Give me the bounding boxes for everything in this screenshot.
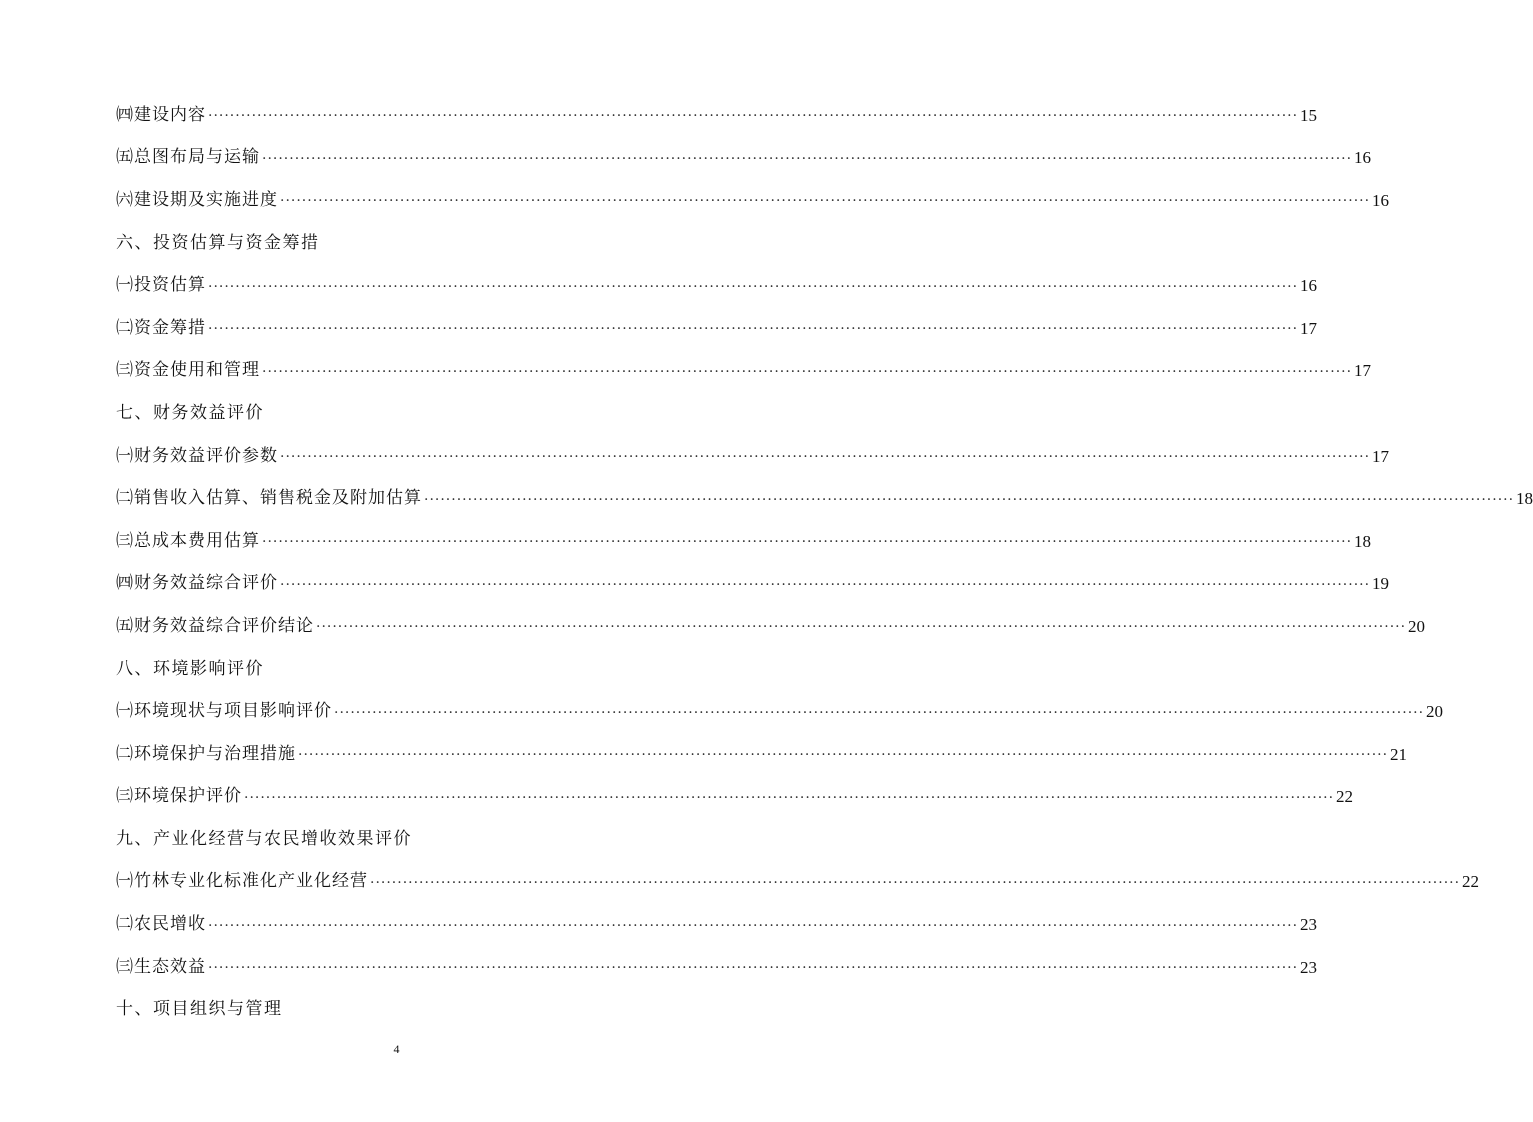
- toc-dot-leader: ········································································································································································································: [208, 960, 1299, 977]
- table-of-contents: [116, 94, 1533, 1031]
- toc-entry-page: 19: [1372, 574, 1390, 594]
- toc-entry[interactable]: [116, 307, 1318, 350]
- toc-entry-title: ㈡环境保护与治理措施: [116, 743, 296, 764]
- toc-entry-title: ㈢总成本费用估算: [116, 530, 260, 551]
- toc-entry-page: 18: [1516, 489, 1533, 509]
- toc-entry[interactable]: [116, 861, 1480, 904]
- toc-dot-leader: ········································································································································································································: [208, 917, 1299, 934]
- toc-dot-leader: ········································································································································································································: [298, 747, 1389, 764]
- toc-section-heading[interactable]: [116, 222, 658, 265]
- toc-entry[interactable]: [116, 563, 1390, 606]
- toc-entry-title: ㈤总图布局与运输: [116, 147, 260, 168]
- toc-entry-page: 16: [1300, 276, 1318, 296]
- toc-entry-title: ㈣建设内容: [116, 104, 206, 125]
- toc-entry-title: 六、投资估算与资金筹措: [116, 232, 320, 253]
- toc-dot-leader: ········································································································································································································: [370, 874, 1461, 891]
- toc-entry-page: 16: [1354, 148, 1372, 168]
- toc-section-heading[interactable]: [116, 392, 658, 435]
- toc-entry-title: ㈠竹林专业化标准化产业化经营: [116, 871, 368, 892]
- page-number: 4: [393, 1042, 400, 1056]
- toc-entry-title: 七、财务效益评价: [116, 402, 264, 423]
- toc-dot-leader: ········································································································································································································: [208, 321, 1299, 338]
- toc-entry[interactable]: [116, 776, 1354, 819]
- toc-entry-title: ㈢环境保护评价: [116, 786, 242, 807]
- toc-entry-page: 23: [1300, 957, 1318, 977]
- toc-entry[interactable]: [116, 435, 1390, 478]
- toc-dot-leader: ········································································································································································································: [280, 193, 1371, 210]
- toc-entry[interactable]: [116, 350, 1372, 393]
- toc-entry-page: 21: [1390, 744, 1408, 764]
- toc-entry-page: 20: [1408, 616, 1426, 636]
- toc-entry-page: 17: [1372, 446, 1390, 466]
- toc-entry-page: 16: [1372, 190, 1390, 210]
- toc-entry-title: ㈥建设期及实施进度: [116, 189, 278, 210]
- toc-dot-leader: ········································································································································································································: [424, 491, 1515, 508]
- toc-entry-page: 17: [1300, 318, 1318, 338]
- toc-entry-title: ㈢资金使用和管理: [116, 360, 260, 381]
- toc-dot-leader: ········································································································································································································: [316, 619, 1407, 636]
- toc-dot-leader: ········································································································································································································: [208, 108, 1299, 125]
- toc-entry[interactable]: [116, 94, 1318, 137]
- toc-entry-title: ㈠财务效益评价参数: [116, 445, 278, 466]
- toc-entry[interactable]: [116, 605, 1426, 648]
- toc-entry[interactable]: [116, 264, 1318, 307]
- toc-entry[interactable]: [116, 179, 1390, 222]
- toc-entry-page: 15: [1300, 105, 1318, 125]
- toc-entry-title: ㈢生态效益: [116, 956, 206, 977]
- toc-entry-page: 22: [1336, 787, 1354, 807]
- toc-entry-title: 八、环境影响评价: [116, 658, 264, 679]
- toc-entry-title: ㈡农民增收: [116, 914, 206, 935]
- toc-entry[interactable]: [116, 946, 1318, 989]
- toc-entry-page: 22: [1462, 872, 1480, 892]
- toc-entry-title: ㈡销售收入估算、销售税金及附加估算: [116, 488, 422, 509]
- toc-entry-title: ㈡资金筹措: [116, 317, 206, 338]
- toc-entry[interactable]: [116, 137, 1372, 180]
- toc-entry[interactable]: [116, 477, 1533, 520]
- toc-entry-title: ㈤财务效益综合评价结论: [116, 615, 314, 636]
- toc-entry[interactable]: [116, 520, 1372, 563]
- toc-entry[interactable]: [116, 903, 1318, 946]
- toc-entry-page: 20: [1426, 702, 1444, 722]
- toc-section-heading[interactable]: [116, 818, 658, 861]
- toc-entry-page: 17: [1354, 361, 1372, 381]
- toc-entry-title: ㈠环境现状与项目影响评价: [116, 701, 332, 722]
- toc-entry-title: 九、产业化经营与农民增收效果评价: [116, 828, 412, 849]
- toc-dot-leader: ········································································································································································································: [244, 789, 1335, 806]
- toc-entry[interactable]: [116, 690, 1444, 733]
- toc-entry-page: 23: [1300, 915, 1318, 935]
- toc-section-heading[interactable]: [116, 988, 658, 1031]
- toc-entry-title: ㈠投资估算: [116, 275, 206, 296]
- toc-section-heading[interactable]: [116, 648, 658, 691]
- toc-dot-leader: ········································································································································································································: [262, 534, 1353, 551]
- toc-dot-leader: ········································································································································································································: [334, 704, 1425, 721]
- toc-entry-title: ㈣财务效益综合评价: [116, 573, 278, 594]
- toc-dot-leader: ········································································································································································································: [262, 363, 1353, 380]
- toc-dot-leader: ········································································································································································································: [280, 576, 1371, 593]
- toc-dot-leader: ········································································································································································································: [208, 278, 1299, 295]
- toc-dot-leader: ········································································································································································································: [280, 449, 1371, 466]
- toc-entry-page: 18: [1354, 531, 1372, 551]
- toc-dot-leader: ········································································································································································································: [262, 150, 1353, 167]
- toc-entry-title: 十、项目组织与管理: [116, 999, 283, 1020]
- toc-entry[interactable]: [116, 733, 1408, 776]
